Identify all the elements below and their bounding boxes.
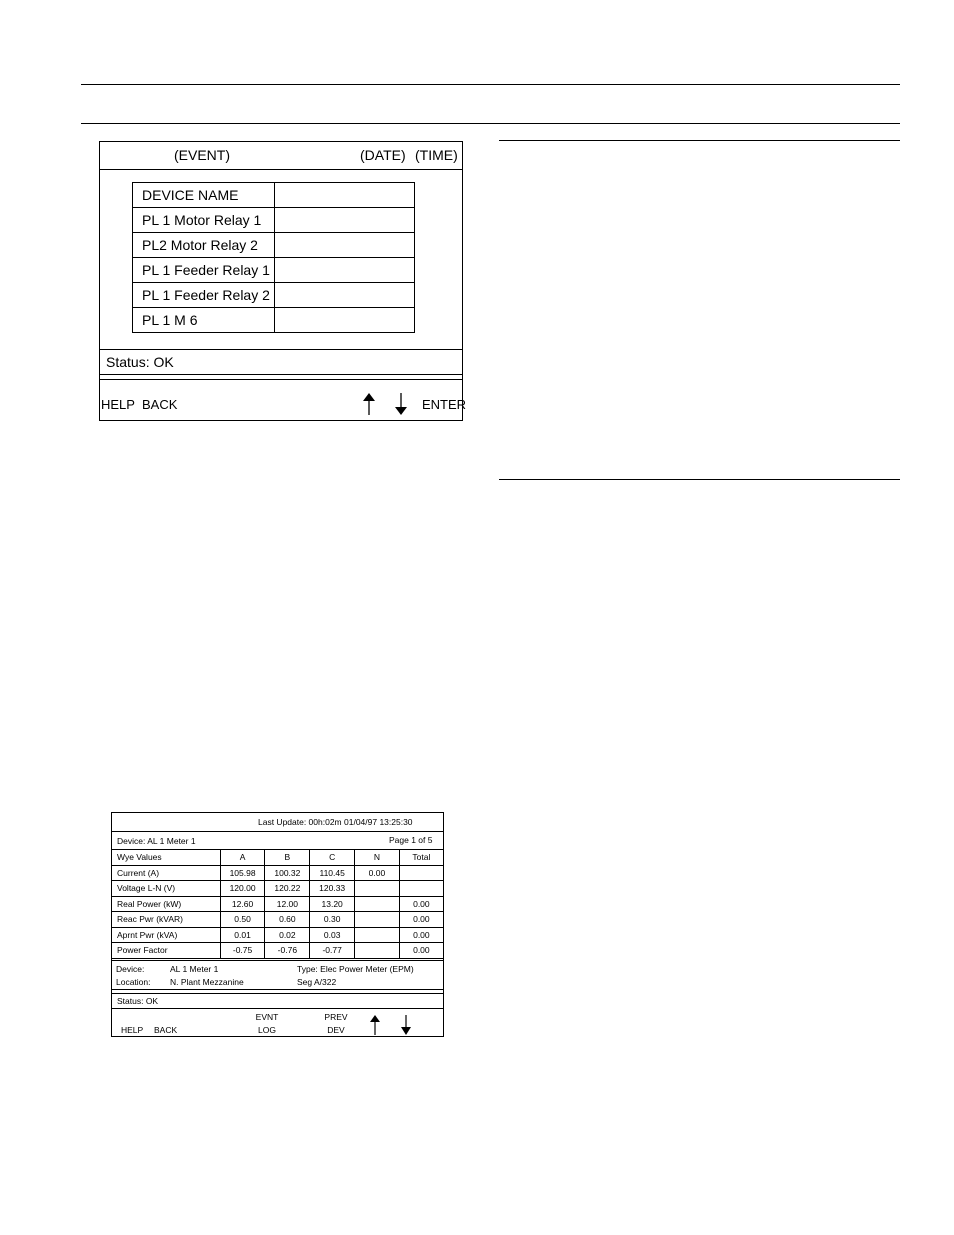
row-label: Current (A)	[112, 865, 220, 881]
value-cell: -0.76	[265, 943, 310, 959]
arrow-up-icon[interactable]	[362, 393, 376, 415]
enter-button[interactable]: ENTER	[422, 397, 467, 412]
value-cell	[355, 912, 400, 928]
side-box-bottom-rule	[499, 479, 900, 480]
device-name-cell[interactable]: PL 1 Motor Relay 1	[133, 208, 275, 233]
value-cell: 0.00	[355, 865, 400, 881]
column-header: N	[355, 850, 400, 866]
value-cell: 0.01	[220, 927, 265, 943]
value-cell: 12.60	[220, 896, 265, 912]
table-row[interactable]	[133, 283, 415, 308]
column-header: Total	[399, 850, 443, 866]
value-cell: 0.03	[310, 927, 355, 943]
location-value: N. Plant Mezzanine	[170, 977, 244, 987]
device-page-bar	[112, 832, 443, 849]
arrow-down-icon[interactable]	[400, 1015, 412, 1035]
status-bar	[100, 349, 462, 375]
row-label: Real Power (kW)	[112, 896, 220, 912]
wye-values-table	[112, 849, 443, 959]
status-text: Status: OK	[117, 996, 159, 1006]
value-cell	[399, 881, 443, 897]
device-type: Type: Elec Power Meter (EPM)	[297, 964, 414, 974]
column-header: A	[220, 850, 265, 866]
column-header: B	[265, 850, 310, 866]
value-cell: 13.20	[310, 896, 355, 912]
segment-value: Seg A/322	[297, 977, 337, 987]
arrow-up-icon[interactable]	[369, 1015, 381, 1035]
value-cell: 120.00	[220, 881, 265, 897]
event-header	[100, 142, 462, 170]
table-row	[112, 881, 443, 897]
table-row	[112, 865, 443, 881]
event-log-screen	[99, 141, 467, 421]
value-cell: 105.98	[220, 865, 265, 881]
last-update-text: Last Update: 00h:02m 01/04/97 13:25:30	[258, 817, 413, 827]
help-button[interactable]: HELP	[101, 397, 135, 412]
event-log-label-bottom: LOG	[258, 1025, 276, 1035]
page-indicator: Page 1 of 5	[389, 835, 433, 845]
table-row	[112, 912, 443, 928]
page-header-rule	[81, 123, 900, 124]
table-row[interactable]	[133, 258, 415, 283]
value-cell: 12.00	[265, 896, 310, 912]
previous-device-button[interactable]	[321, 1011, 351, 1037]
value-cell: 0.50	[220, 912, 265, 928]
row-label: Reac Pwr (kVAR)	[112, 912, 220, 928]
table-row[interactable]	[133, 233, 415, 258]
back-button[interactable]: BACK	[142, 397, 178, 412]
device-name-cell[interactable]: PL 1 Feeder Relay 2	[133, 283, 275, 308]
table-row[interactable]	[133, 308, 415, 333]
row-label: Power Factor	[112, 943, 220, 959]
value-cell: 0.00	[399, 896, 443, 912]
device-list-table	[132, 182, 415, 333]
device-info-panel	[112, 960, 443, 990]
status-text: Status: OK	[106, 354, 174, 370]
value-cell: 120.33	[310, 881, 355, 897]
value-cell: 0.60	[265, 912, 310, 928]
function-key-bar	[112, 1009, 443, 1037]
value-cell: 120.22	[265, 881, 310, 897]
time-column-label: (TIME)	[415, 147, 458, 163]
table-row[interactable]	[133, 208, 415, 233]
last-update-bar	[112, 813, 443, 832]
location-label: Location:	[116, 977, 151, 987]
back-button[interactable]: BACK	[154, 1025, 178, 1035]
device-info-label: Device:	[116, 964, 145, 974]
value-cell: 0.30	[310, 912, 355, 928]
event-log-label-top: EVNT	[255, 1012, 279, 1022]
previous-device-label-bottom: DEV	[327, 1025, 345, 1035]
column-header: Wye Values	[112, 850, 220, 866]
row-label: Voltage L-N (V)	[112, 881, 220, 897]
value-cell	[399, 865, 443, 881]
value-cell: -0.75	[220, 943, 265, 959]
event-log-button[interactable]	[252, 1011, 282, 1037]
status-bar	[112, 993, 443, 1009]
function-key-bar	[100, 379, 467, 422]
value-cell	[355, 943, 400, 959]
value-cell: 0.00	[399, 943, 443, 959]
device-title: Device: AL 1 Meter 1	[117, 836, 196, 846]
value-cell: 0.02	[265, 927, 310, 943]
table-row	[133, 183, 415, 208]
value-cell: -0.77	[310, 943, 355, 959]
table-header-row	[112, 850, 443, 866]
value-cell: 0.00	[399, 927, 443, 943]
arrow-down-icon[interactable]	[394, 393, 408, 415]
help-button[interactable]: HELP	[121, 1025, 144, 1035]
device-name-cell[interactable]: PL 1 M 6	[133, 308, 275, 333]
value-cell	[355, 881, 400, 897]
value-cell	[355, 927, 400, 943]
value-cell	[355, 896, 400, 912]
value-cell: 110.45	[310, 865, 355, 881]
side-box-top-rule	[499, 140, 900, 141]
table-row	[112, 943, 443, 959]
event-column-label: (EVENT)	[174, 147, 230, 163]
device-info-value: AL 1 Meter 1	[170, 964, 219, 974]
page-top-rule	[81, 84, 900, 85]
device-name-header: DEVICE NAME	[133, 183, 275, 208]
value-cell: 100.32	[265, 865, 310, 881]
previous-device-label-top: PREV	[324, 1012, 348, 1022]
column-header: C	[310, 850, 355, 866]
device-name-cell[interactable]: PL2 Motor Relay 2	[133, 233, 275, 258]
date-column-label: (DATE)	[360, 147, 406, 163]
table-row	[112, 927, 443, 943]
device-name-cell[interactable]: PL 1 Feeder Relay 1	[133, 258, 275, 283]
meter-values-screen	[111, 812, 444, 1037]
table-row	[112, 896, 443, 912]
value-cell: 0.00	[399, 912, 443, 928]
row-label: Aprnt Pwr (kVA)	[112, 927, 220, 943]
